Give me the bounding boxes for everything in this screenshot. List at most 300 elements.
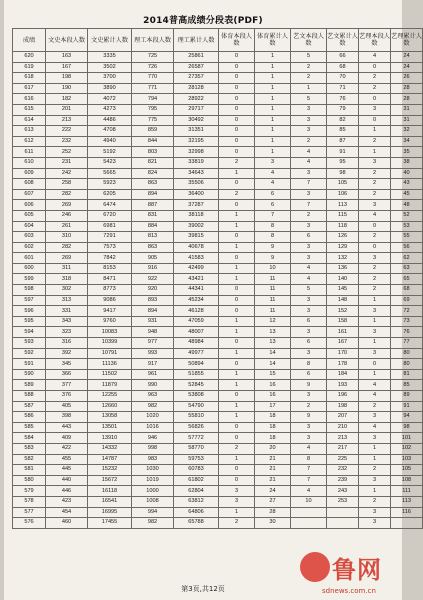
score-cell: 615 xyxy=(13,104,46,115)
count-cell: 1020 xyxy=(132,412,174,423)
count-cell: 145 xyxy=(327,285,359,296)
count-cell: 1 xyxy=(359,338,391,349)
count-cell: 26587 xyxy=(174,62,219,73)
count-cell: 922 xyxy=(132,274,174,285)
count-cell: 9 xyxy=(291,380,327,391)
table-row xyxy=(13,232,423,243)
count-cell: 81 xyxy=(391,369,423,380)
count-cell: 33819 xyxy=(174,157,219,168)
count-cell: 102 xyxy=(391,443,423,454)
count-cell: 3 xyxy=(219,486,255,497)
score-cell: 588 xyxy=(13,391,46,402)
table-row xyxy=(13,295,423,306)
count-cell: 5 xyxy=(291,52,327,63)
count-cell: 5192 xyxy=(88,147,132,158)
count-cell: 43421 xyxy=(174,274,219,285)
table-row xyxy=(13,83,423,94)
count-cell: 65788 xyxy=(174,518,219,529)
count-cell: 1 xyxy=(219,327,255,338)
count-cell: 0 xyxy=(219,136,255,147)
count-cell: 6981 xyxy=(88,221,132,232)
count-cell: 14 xyxy=(255,348,291,359)
count-cell: 2 xyxy=(359,285,391,296)
count-cell: 59753 xyxy=(174,454,219,465)
count-cell: 1 xyxy=(255,94,291,105)
count-cell: 3 xyxy=(291,242,327,253)
count-cell: 3 xyxy=(255,157,291,168)
count-cell: 161 xyxy=(327,327,359,338)
count-cell: 6474 xyxy=(88,200,132,211)
count-cell: 4940 xyxy=(88,136,132,147)
count-cell: 3 xyxy=(291,422,327,433)
count-cell: 8 xyxy=(291,359,327,370)
count-cell: 38 xyxy=(391,157,423,168)
count-cell: 16 xyxy=(255,391,291,402)
count-cell: 65 xyxy=(391,274,423,285)
table-row xyxy=(13,179,423,190)
count-cell: 1 xyxy=(255,115,291,126)
count-cell: 261 xyxy=(46,221,88,232)
count-cell: 982 xyxy=(132,518,174,529)
count-cell: 726 xyxy=(132,62,174,73)
header-ligong-cumulative: 理工累计人数 xyxy=(174,29,219,52)
count-cell: 91 xyxy=(327,147,359,158)
count-cell: 51855 xyxy=(174,369,219,380)
count-cell: 82 xyxy=(327,115,359,126)
logo-text: 鲁网 xyxy=(332,556,382,584)
count-cell: 60783 xyxy=(174,465,219,476)
table-row xyxy=(13,507,423,518)
score-cell: 601 xyxy=(13,253,46,264)
count-cell: 32998 xyxy=(174,147,219,158)
count-cell: 13 xyxy=(255,327,291,338)
count-cell: 3502 xyxy=(88,62,132,73)
count-cell: 58770 xyxy=(174,443,219,454)
table-row xyxy=(13,221,423,232)
count-cell: 170 xyxy=(327,348,359,359)
count-cell: 18 xyxy=(255,433,291,444)
count-cell: 48984 xyxy=(174,338,219,349)
count-cell: 14 xyxy=(255,359,291,370)
table-row xyxy=(13,73,423,84)
count-cell: 343 xyxy=(46,316,88,327)
count-cell: 405 xyxy=(46,401,88,412)
count-cell: 45234 xyxy=(174,295,219,306)
count-cell: 3 xyxy=(359,507,391,518)
count-cell: 3 xyxy=(359,412,391,423)
count-cell: 3 xyxy=(291,433,327,444)
count-cell: 158 xyxy=(327,316,359,327)
count-cell: 57772 xyxy=(174,433,219,444)
count-cell: 13910 xyxy=(88,433,132,444)
count-cell: 6720 xyxy=(88,210,132,221)
count-cell: 20 xyxy=(255,443,291,454)
count-cell: 7842 xyxy=(88,253,132,264)
score-cell: 581 xyxy=(13,465,46,476)
score-cell: 579 xyxy=(13,486,46,497)
count-cell: 440 xyxy=(46,475,88,486)
count-cell: 1 xyxy=(359,454,391,465)
count-cell: 0 xyxy=(359,221,391,232)
score-cell: 585 xyxy=(13,422,46,433)
count-cell: 1 xyxy=(359,295,391,306)
count-cell: 2 xyxy=(219,189,255,200)
count-cell: 316 xyxy=(46,338,88,349)
count-cell: 152 xyxy=(327,306,359,317)
count-cell: 3 xyxy=(291,104,327,115)
count-cell: 210 xyxy=(327,422,359,433)
count-cell: 1 xyxy=(255,126,291,137)
count-cell: 4 xyxy=(291,443,327,454)
count-cell: 63 xyxy=(391,263,423,274)
count-cell: 4 xyxy=(359,422,391,433)
count-cell: 196 xyxy=(327,391,359,402)
table-row xyxy=(13,475,423,486)
count-cell: 725 xyxy=(132,52,174,63)
count-cell: 39815 xyxy=(174,232,219,243)
count-cell: 887 xyxy=(132,200,174,211)
count-cell: 105 xyxy=(391,465,423,476)
count-cell: 1 xyxy=(219,348,255,359)
count-cell: 4 xyxy=(291,486,327,497)
table-row xyxy=(13,391,423,402)
count-cell xyxy=(291,518,327,529)
count-cell: 3 xyxy=(359,104,391,115)
count-cell: 824 xyxy=(132,168,174,179)
count-cell: 0 xyxy=(219,306,255,317)
count-cell: 43 xyxy=(391,179,423,190)
count-cell: 80 xyxy=(391,348,423,359)
count-cell: 62804 xyxy=(174,486,219,497)
count-cell: 963 xyxy=(132,391,174,402)
score-cell: 606 xyxy=(13,200,46,211)
count-cell: 111 xyxy=(391,486,423,497)
count-cell: 132 xyxy=(327,253,359,264)
count-cell: 392 xyxy=(46,348,88,359)
count-cell: 24 xyxy=(255,486,291,497)
count-cell: 16541 xyxy=(88,496,132,507)
count-cell: 3 xyxy=(359,306,391,317)
count-cell: 931 xyxy=(132,316,174,327)
count-cell: 31 xyxy=(391,115,423,126)
count-cell: 946 xyxy=(132,433,174,444)
count-cell: 983 xyxy=(132,454,174,465)
count-cell: 3 xyxy=(359,348,391,359)
count-cell: 9 xyxy=(255,242,291,253)
watermark-site: sdnews.com.cn xyxy=(322,587,376,595)
table-row xyxy=(13,465,423,476)
count-cell: 282 xyxy=(46,189,88,200)
count-cell: 3 xyxy=(359,518,391,529)
count-cell: 1 xyxy=(255,52,291,63)
count-cell: 3 xyxy=(359,253,391,264)
count-cell: 231 xyxy=(46,157,88,168)
count-cell: 1 xyxy=(255,136,291,147)
score-cell: 584 xyxy=(13,433,46,444)
count-cell: 917 xyxy=(132,359,174,370)
header-wenshi-cumulative: 文史累计人数 xyxy=(88,29,132,52)
count-cell: 0 xyxy=(219,285,255,296)
count-cell: 8773 xyxy=(88,285,132,296)
header-yiwen-segment: 艺文本段人数 xyxy=(291,29,327,52)
count-cell: 3700 xyxy=(88,73,132,84)
count-cell: 232 xyxy=(327,465,359,476)
count-cell: 813 xyxy=(132,232,174,243)
count-cell: 85 xyxy=(391,380,423,391)
count-cell: 3 xyxy=(359,433,391,444)
count-cell: 53 xyxy=(391,221,423,232)
count-cell: 3 xyxy=(291,348,327,359)
count-cell: 6 xyxy=(291,338,327,349)
count-cell: 242 xyxy=(46,168,88,179)
count-cell: 201 xyxy=(46,104,88,115)
count-cell: 1 xyxy=(291,83,327,94)
count-cell: 258 xyxy=(46,179,88,190)
count-cell: 11 xyxy=(255,306,291,317)
count-cell: 13058 xyxy=(88,412,132,423)
count-cell: 45 xyxy=(391,189,423,200)
count-cell: 770 xyxy=(132,73,174,84)
table-row xyxy=(13,454,423,465)
table-row xyxy=(13,136,423,147)
count-cell: 282 xyxy=(46,242,88,253)
score-cell: 620 xyxy=(13,52,46,63)
count-cell: 50894 xyxy=(174,359,219,370)
count-cell: 0 xyxy=(219,232,255,243)
count-cell: 14332 xyxy=(88,443,132,454)
count-cell: 0 xyxy=(359,242,391,253)
count-cell: 9760 xyxy=(88,316,132,327)
count-cell: 1008 xyxy=(132,496,174,507)
count-cell: 54790 xyxy=(174,401,219,412)
count-cell: 6 xyxy=(291,232,327,243)
count-cell: 44341 xyxy=(174,285,219,296)
count-cell: 7 xyxy=(291,200,327,211)
count-cell: 18 xyxy=(255,412,291,423)
count-cell: 455 xyxy=(46,454,88,465)
count-cell: 460 xyxy=(46,518,88,529)
score-cell: 608 xyxy=(13,179,46,190)
count-cell: 4 xyxy=(359,210,391,221)
count-cell: 982 xyxy=(132,401,174,412)
count-cell: 4 xyxy=(291,157,327,168)
count-cell: 7573 xyxy=(88,242,132,253)
table-row xyxy=(13,412,423,423)
count-cell: 0 xyxy=(219,126,255,137)
count-cell: 35506 xyxy=(174,179,219,190)
score-cell: 583 xyxy=(13,443,46,454)
count-cell: 1 xyxy=(219,168,255,179)
count-cell: 21 xyxy=(255,454,291,465)
table-header-row xyxy=(13,29,423,52)
count-cell: 0 xyxy=(359,115,391,126)
score-cell: 580 xyxy=(13,475,46,486)
count-cell: 905 xyxy=(132,253,174,264)
count-cell: 101 xyxy=(391,433,423,444)
score-cell: 578 xyxy=(13,496,46,507)
count-cell: 884 xyxy=(132,221,174,232)
count-cell: 3 xyxy=(291,168,327,179)
count-cell: 310 xyxy=(46,232,88,243)
count-cell: 3 xyxy=(359,200,391,211)
score-cell: 597 xyxy=(13,295,46,306)
count-cell: 4 xyxy=(359,391,391,402)
table-row xyxy=(13,189,423,200)
count-cell xyxy=(391,518,423,529)
count-cell: 2 xyxy=(359,496,391,507)
count-cell: 55810 xyxy=(174,412,219,423)
count-cell: 318 xyxy=(46,274,88,285)
score-cell: 593 xyxy=(13,338,46,349)
count-cell: 41583 xyxy=(174,253,219,264)
count-cell: 167 xyxy=(327,338,359,349)
count-cell: 775 xyxy=(132,115,174,126)
count-cell: 29717 xyxy=(174,104,219,115)
count-cell: 1 xyxy=(359,443,391,454)
count-cell: 7 xyxy=(291,179,327,190)
count-cell: 1 xyxy=(255,104,291,115)
count-cell: 103 xyxy=(391,454,423,465)
table-row xyxy=(13,486,423,497)
count-cell: 0 xyxy=(219,73,255,84)
count-cell: 190 xyxy=(46,83,88,94)
count-cell: 52 xyxy=(391,210,423,221)
count-cell: 4273 xyxy=(88,104,132,115)
count-cell: 2 xyxy=(359,83,391,94)
table-row xyxy=(13,94,423,105)
table-row xyxy=(13,126,423,137)
score-table xyxy=(12,28,423,529)
count-cell: 3 xyxy=(291,295,327,306)
count-cell: 443 xyxy=(46,422,88,433)
count-cell: 207 xyxy=(327,412,359,423)
count-cell: 4 xyxy=(291,274,327,285)
header-ligong-segment: 理工本段人数 xyxy=(132,29,174,52)
count-cell: 62 xyxy=(391,253,423,264)
count-cell: 2 xyxy=(359,73,391,84)
count-cell: 28 xyxy=(391,83,423,94)
score-cell: 592 xyxy=(13,348,46,359)
count-cell: 11 xyxy=(255,274,291,285)
count-cell: 193 xyxy=(327,380,359,391)
count-cell: 30492 xyxy=(174,115,219,126)
score-cell: 609 xyxy=(13,168,46,179)
count-cell: 178 xyxy=(327,359,359,370)
count-cell: 377 xyxy=(46,380,88,391)
table-row xyxy=(13,401,423,412)
count-cell: 10083 xyxy=(88,327,132,338)
score-cell: 603 xyxy=(13,232,46,243)
header-yili-segment: 艺理本段人数 xyxy=(359,29,391,52)
count-cell: 129 xyxy=(327,242,359,253)
count-cell: 18 xyxy=(255,422,291,433)
count-cell: 34 xyxy=(391,136,423,147)
count-cell: 21 xyxy=(255,475,291,486)
count-cell: 222 xyxy=(46,126,88,137)
count-cell: 8 xyxy=(291,454,327,465)
count-cell: 42499 xyxy=(174,263,219,274)
score-cell: 594 xyxy=(13,327,46,338)
count-cell: 422 xyxy=(46,443,88,454)
count-cell: 115 xyxy=(327,210,359,221)
count-cell: 32 xyxy=(391,126,423,137)
count-cell: 4486 xyxy=(88,115,132,126)
count-cell: 63812 xyxy=(174,496,219,507)
count-cell: 46128 xyxy=(174,306,219,317)
count-cell: 0 xyxy=(219,465,255,476)
count-cell: 3890 xyxy=(88,83,132,94)
count-cell: 68 xyxy=(391,285,423,296)
count-cell: 91 xyxy=(391,401,423,412)
count-cell: 4 xyxy=(359,52,391,63)
count-cell: 12255 xyxy=(88,391,132,402)
count-cell: 1 xyxy=(219,274,255,285)
page-title: 2014普高成绩分段表(PDF) xyxy=(143,16,263,26)
count-cell: 8 xyxy=(255,232,291,243)
header-wenshi-segment: 文史本段人数 xyxy=(46,29,88,52)
count-cell: 920 xyxy=(132,285,174,296)
count-cell: 4072 xyxy=(88,94,132,105)
count-cell: 85 xyxy=(327,126,359,137)
count-cell: 821 xyxy=(132,157,174,168)
count-cell: 1000 xyxy=(132,486,174,497)
table-row xyxy=(13,380,423,391)
count-cell: 3 xyxy=(291,115,327,126)
count-cell: 71 xyxy=(327,83,359,94)
count-cell: 4 xyxy=(255,179,291,190)
page-footer: 第3页,共12页 xyxy=(181,585,225,593)
count-cell: 213 xyxy=(327,433,359,444)
count-cell: 232 xyxy=(46,136,88,147)
count-cell: 6 xyxy=(255,189,291,200)
count-cell: 0 xyxy=(359,62,391,73)
count-cell: 795 xyxy=(132,104,174,115)
count-cell: 1 xyxy=(219,454,255,465)
count-cell: 11502 xyxy=(88,369,132,380)
table-body xyxy=(13,52,423,529)
score-cell: 582 xyxy=(13,454,46,465)
score-cell: 602 xyxy=(13,242,46,253)
count-cell: 11 xyxy=(255,285,291,296)
count-cell: 409 xyxy=(46,433,88,444)
count-cell: 198 xyxy=(327,401,359,412)
count-cell: 916 xyxy=(132,263,174,274)
count-cell: 11136 xyxy=(88,359,132,370)
count-cell: 311 xyxy=(46,263,88,274)
count-cell: 40678 xyxy=(174,242,219,253)
score-cell: 613 xyxy=(13,126,46,137)
count-cell: 977 xyxy=(132,338,174,349)
count-cell: 269 xyxy=(46,253,88,264)
header-tiyu-cumulative: 体育累计人数 xyxy=(255,29,291,52)
count-cell: 9 xyxy=(255,253,291,264)
table-row xyxy=(13,168,423,179)
count-cell: 0 xyxy=(219,359,255,370)
count-cell: 8471 xyxy=(88,274,132,285)
score-cell: 596 xyxy=(13,306,46,317)
count-cell: 831 xyxy=(132,210,174,221)
count-cell: 36400 xyxy=(174,189,219,200)
count-cell: 3 xyxy=(291,306,327,317)
count-cell: 106 xyxy=(327,189,359,200)
count-cell: 893 xyxy=(132,295,174,306)
count-cell: 0 xyxy=(219,104,255,115)
table-row xyxy=(13,306,423,317)
count-cell: 118 xyxy=(327,221,359,232)
count-cell: 225 xyxy=(327,454,359,465)
count-cell: 1 xyxy=(359,316,391,327)
count-cell: 12 xyxy=(255,316,291,327)
